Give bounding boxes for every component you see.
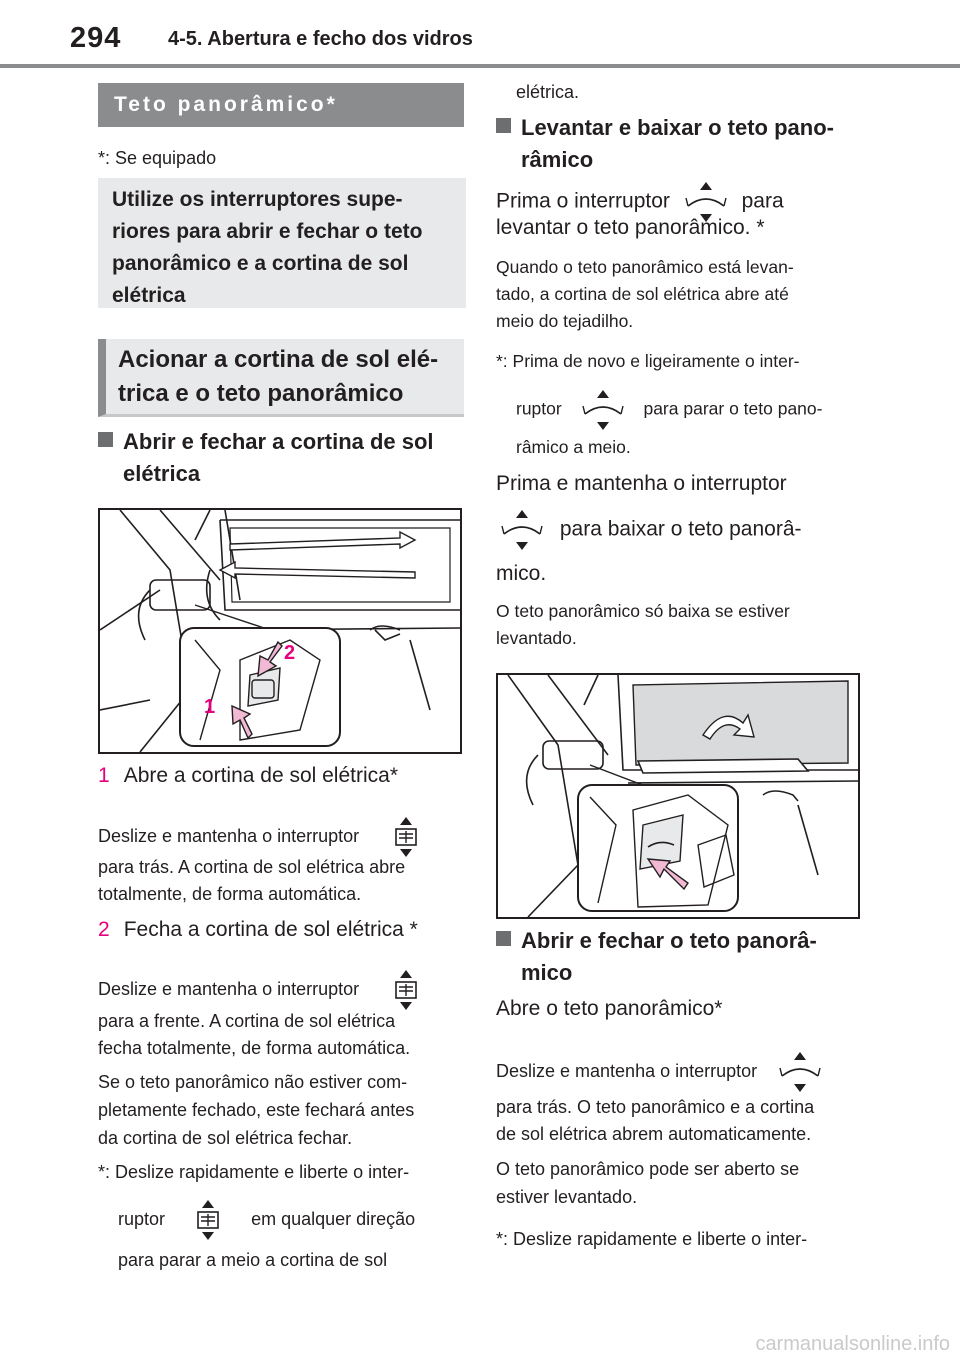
bullet-square-icon: [98, 432, 113, 447]
step2-text: [98, 968, 426, 1012]
note-closing: [98, 1068, 414, 1152]
tilt-star-a: *: Prima de novo e ligeiramente o inter-: [496, 351, 800, 371]
heading-line: Levantar e baixar o teto pano-: [521, 115, 834, 140]
tilt-switch-icon: [500, 508, 544, 552]
info-line: O teto panorâmico só baixa se estiver: [496, 601, 790, 621]
step2-text-b: para a frente. A cortina de sol elétrica: [98, 1011, 396, 1031]
heading-line: elétrica: [123, 461, 201, 486]
step1-text-c: totalmente, de forma automática.: [98, 884, 362, 904]
callout-1: 1: [204, 696, 216, 718]
info-line: tado, a cortina de sol elétrica abre até: [496, 284, 789, 304]
text-span: Deslize e mantenha o interruptor: [98, 825, 360, 846]
text-span: Deslize e mantenha o interruptor: [98, 978, 360, 999]
header-rule: [0, 64, 960, 68]
tilt-info: [496, 254, 794, 335]
step1-text-b: para trás. A cortina de sol elétrica abre: [98, 857, 406, 877]
slide-switch-icon: [188, 1198, 228, 1242]
step-number: 1: [98, 764, 110, 787]
info-line: O teto panorâmico pode ser aberto se: [496, 1159, 800, 1179]
heading-line: râmico: [521, 147, 594, 172]
intro-line: Utilize os interruptores supe-: [112, 188, 403, 211]
info-line: levantado.: [496, 628, 577, 648]
text-span: para parar o teto pano-: [643, 398, 823, 419]
star-note-b: [118, 1198, 415, 1242]
step1-title: [98, 760, 398, 792]
step-number: 2: [98, 918, 110, 941]
text-span: Prima o interruptor: [496, 189, 670, 213]
equipped-note: *: Se equipado: [98, 148, 217, 168]
star-note-a: *: Deslize rapidamente e liberte o inter-: [98, 1162, 410, 1182]
heading-open-roof: [496, 925, 896, 989]
open-info: [496, 1155, 799, 1211]
star-note-c: para parar a meio a cortina de sol: [118, 1250, 388, 1270]
lower-text-c: mico.: [496, 562, 547, 585]
text-span: em qualquer direção: [251, 1208, 416, 1229]
heading-tilt: [496, 112, 896, 176]
text-span: para: [741, 189, 784, 213]
watermark: carmanualsonline.info: [755, 1333, 950, 1355]
text-span: ruptor: [516, 398, 562, 419]
note-line: da cortina de sol elétrica fechar.: [98, 1128, 353, 1148]
intro-line: panorâmico e a cortina de sol: [112, 252, 409, 275]
open-text: [496, 1050, 822, 1094]
intro-line: elétrica: [112, 284, 186, 307]
lower-text-a: Prima e mantenha o interruptor: [496, 472, 787, 495]
open-star: *: Deslize rapidamente e liberte o inter-: [496, 1229, 808, 1249]
continued-text: elétrica.: [516, 82, 580, 102]
bullet-square-icon: [496, 118, 511, 133]
callout-2: 2: [284, 642, 296, 664]
heading-sunshade: [98, 426, 468, 490]
info-line: estiver levantado.: [496, 1187, 638, 1207]
tilt-star-b: [516, 388, 822, 432]
panoramic-roof-illustration: [498, 675, 858, 917]
heading-line: Abrir e fechar a cortina de sol: [123, 429, 434, 454]
heading-line: mico: [521, 960, 573, 985]
tilt-text-b: levantar o teto panorâmico. *: [496, 216, 765, 239]
slide-switch-icon: [386, 968, 426, 1012]
lower-info: [496, 598, 790, 652]
intro-line: riores para abrir e fechar o teto: [112, 220, 423, 243]
text-span: ruptor: [118, 1208, 166, 1229]
step-title: Fecha a cortina de sol elétrica *: [123, 918, 418, 941]
info-line: meio do tejadilho.: [496, 311, 634, 331]
figure-sunshade: [98, 508, 462, 754]
intro-box: [98, 178, 466, 308]
text-span: Deslize e mantenha o interruptor: [496, 1060, 758, 1081]
tilt-switch-icon: [778, 1050, 822, 1094]
step2-title: [98, 914, 418, 946]
subsection-line: trica e o teto panorâmico: [118, 380, 404, 407]
sunshade-illustration: [100, 510, 460, 752]
tilt-switch-icon: [581, 388, 625, 432]
open-text-b: para trás. O teto panorâmico e a cortina: [496, 1097, 815, 1117]
lower-text-b: [500, 508, 802, 552]
step-title: Abre a cortina de sol elétrica*: [123, 764, 398, 787]
open-text-c: de sol elétrica abrem automaticamente.: [496, 1124, 812, 1144]
bullet-square-icon: [496, 931, 511, 946]
page-number: 294: [70, 22, 122, 54]
step2-text-c: fecha totalmente, de forma automática.: [98, 1038, 411, 1058]
figure-panoramic-roof: [496, 673, 860, 919]
info-line: Quando o teto panorâmico está levan-: [496, 257, 794, 277]
note-line: Se o teto panorâmico não estiver com-: [98, 1072, 408, 1092]
note-line: pletamente fechado, este fechará antes: [98, 1100, 415, 1120]
subsection-line: Acionar a cortina de sol elé-: [118, 346, 439, 373]
subsection-title: [98, 339, 464, 417]
chapter-title: 4-5. Abertura e fecho dos vidros: [168, 28, 473, 50]
section-title: Teto panorâmico*: [98, 83, 464, 127]
heading-line: Abrir e fechar o teto panorâ-: [521, 928, 817, 953]
tilt-star-c: râmico a meio.: [516, 437, 631, 457]
open-title: Abre o teto panorâmico*: [496, 997, 723, 1020]
text-span: para baixar o teto panorâ-: [559, 517, 802, 541]
